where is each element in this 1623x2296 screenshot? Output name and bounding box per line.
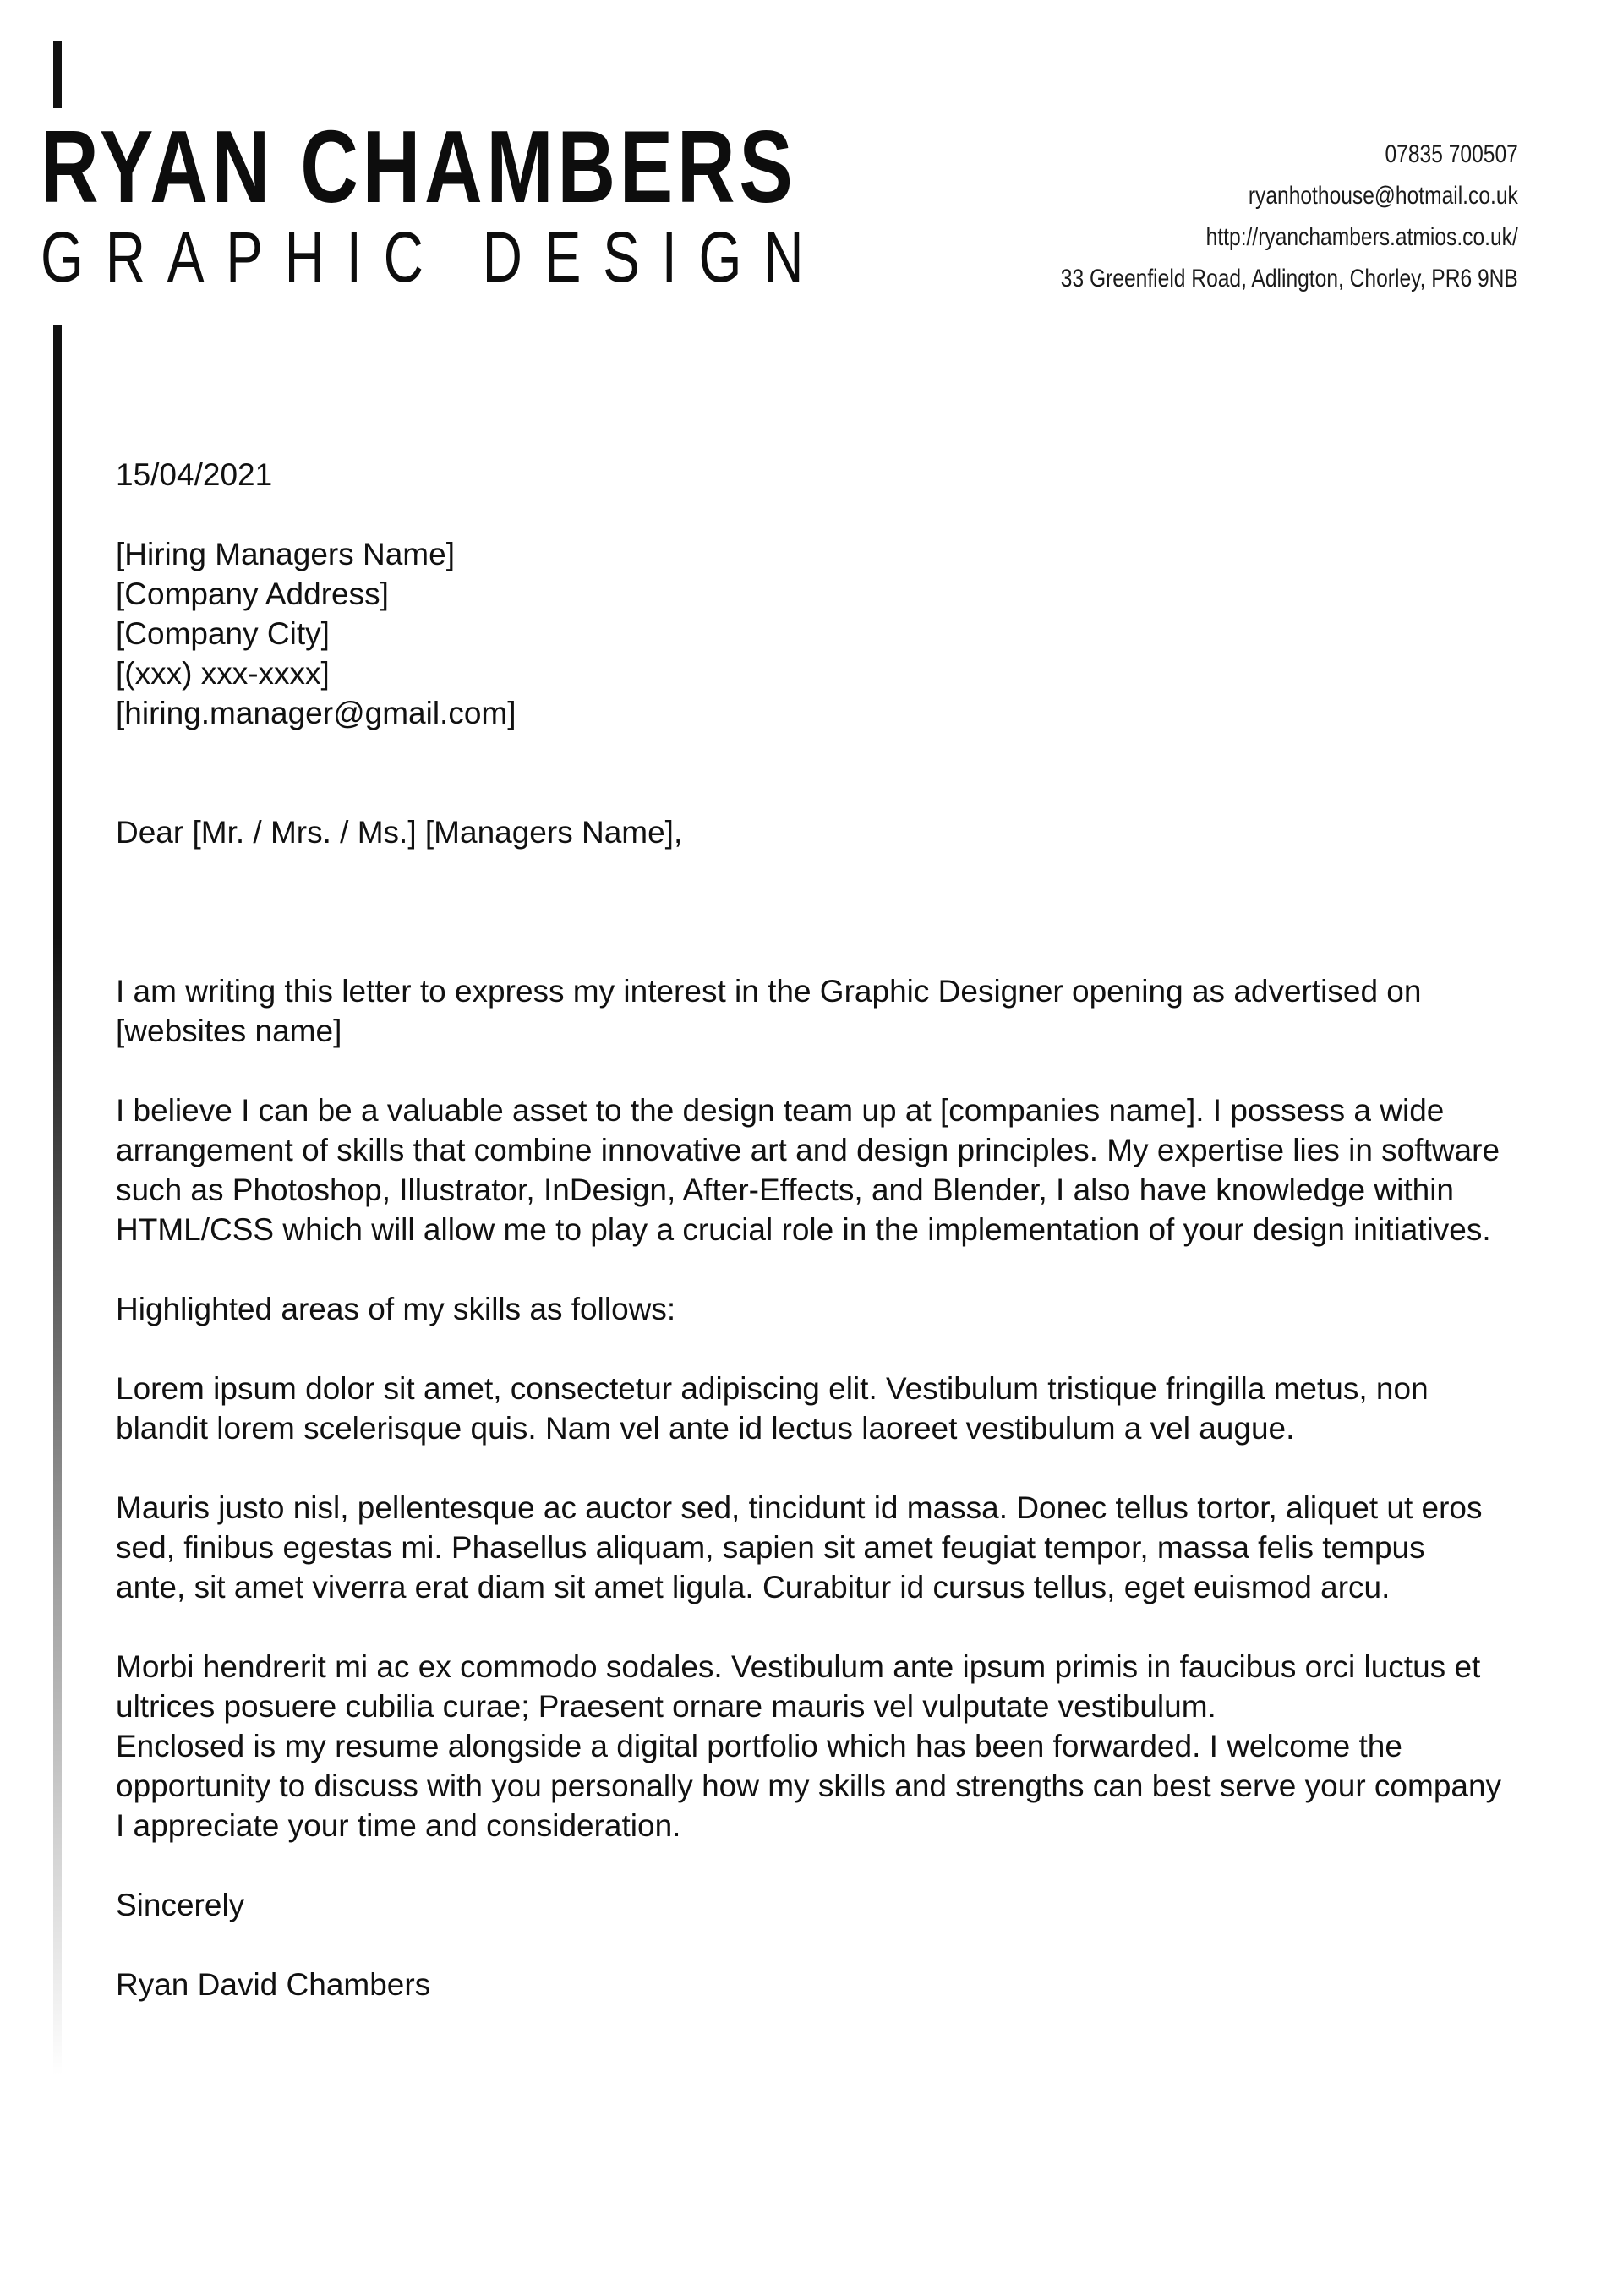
letter-date: 15/04/2021 <box>116 457 273 492</box>
contact-phone: 07835 700507 <box>1385 140 1518 168</box>
recipient-name: [Hiring Managers Name] <box>116 537 455 571</box>
skills-heading: Highlighted areas of my skills as follows: <box>116 1292 676 1326</box>
recipient-company-address: [Company Address] <box>116 577 389 611</box>
closing-paragraph: Enclosed is my resume alongside a digital portfolio which has been forwarded. I welcome the opportunity to discuss with you personally how my skills and strengths can best serve your company I appreciate your time and consideration. <box>116 1729 1502 1843</box>
recipient-phone: [(xxx) xxx-xxxx] <box>116 656 330 691</box>
contact-website: http://ryanchambers.atmios.co.uk/ <box>1205 223 1518 251</box>
applicant-title: GRAPHIC DESIGN <box>41 217 826 297</box>
recipient-block <box>116 534 1502 733</box>
salutation: Dear [Mr. / Mrs. / Ms.] [Managers Name], <box>116 815 683 850</box>
side-accent-bar <box>53 325 62 2075</box>
applicant-name: RYAN CHAMBERS <box>41 109 797 224</box>
signature-name: Ryan David Chambers <box>116 1967 431 2002</box>
recipient-email: [hiring.manager@gmail.com] <box>116 696 516 730</box>
header-accent-bar <box>53 41 62 108</box>
intro-paragraph: I am writing this letter to express my interest in the Graphic Designer opening as advertised on [websites name] <box>116 974 1422 1048</box>
contact-email: ryanhothouse@hotmail.co.uk <box>1249 182 1518 210</box>
contact-address: 33 Greenfield Road, Adlington, Chorley, PR6 9NB <box>1060 265 1518 292</box>
skill-paragraph-2: Mauris justo nisl, pellentesque ac auctor sed, tincidunt id massa. Donec tellus tortor, aliquet ut eros sed, finibus egestas mi. Phasellus aliquam, sapien sit amet feugiat tempor, massa felis tempus ante, sit amet viverra erat diam sit amet ligula. Curabitur id cursus tellus, eget euismod arcu. <box>116 1490 1483 1604</box>
signoff: Sincerely <box>116 1888 245 1922</box>
skill-paragraph-1: Lorem ipsum dolor sit amet, consectetur adipiscing elit. Vestibulum tristique fringilla metus, non blandit lorem scelerisque quis. Nam vel ante id lectus laoreet vestibulum a vel augue. <box>116 1371 1429 1446</box>
contact-block <box>1061 134 1518 299</box>
letter-body <box>116 455 1502 2004</box>
body-paragraph: I believe I can be a valuable asset to the design team up at [companies name]. I possess a wide arrangement of skills that combine innovative art and design principles. My expertise lies in software such as Photoshop, Illustrator, InDesign, After-Effects, and Blender, I also have knowledge within HTML/CSS which will allow me to play a crucial role in the implementation of your design initiatives. <box>116 1093 1500 1247</box>
recipient-company-city: [Company City] <box>116 616 330 651</box>
skill-paragraph-3: Morbi hendrerit mi ac ex commodo sodales. Vestibulum ante ipsum primis in faucibus orci luctus et ultrices posuere cubilia curae; Praesent ornare mauris vel vulputate vestibulum. <box>116 1649 1481 1724</box>
